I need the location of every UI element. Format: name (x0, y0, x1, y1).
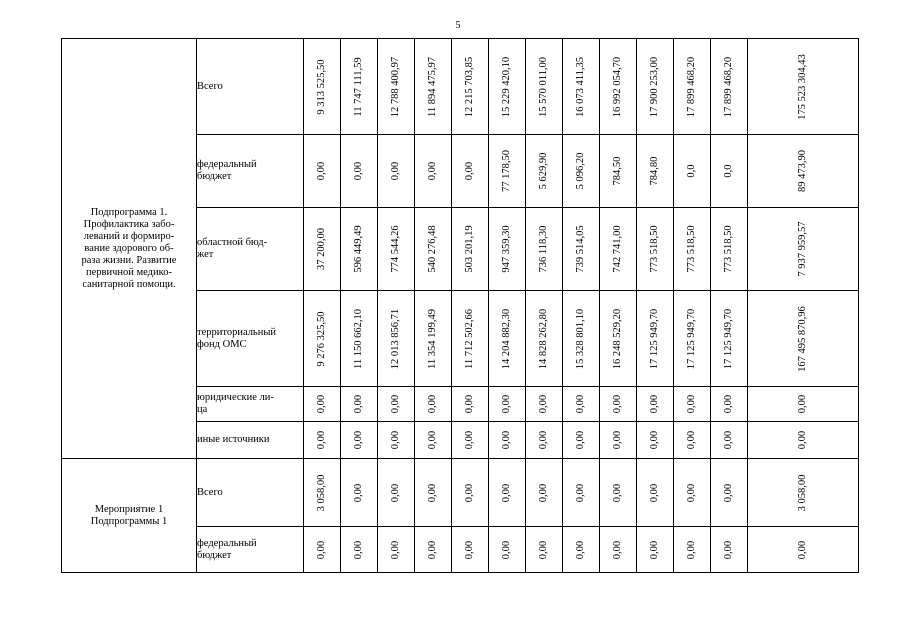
year-value-cell (452, 291, 489, 387)
total-value-cell-text: 167 495 870,96 (797, 305, 808, 372)
year-value-cell-text: 0,00 (427, 430, 438, 450)
year-value-cell-text: 0,0 (723, 164, 734, 178)
total-value-cell (748, 422, 859, 459)
year-value-cell-text: 773 518,50 (649, 225, 660, 273)
year-value-cell (415, 135, 452, 208)
year-value-cell-text: 503 201,19 (464, 225, 475, 273)
funding-source-cell (197, 387, 304, 422)
year-value-cell-text: 0,00 (427, 161, 438, 181)
year-value-cell-text: 17 125 949,70 (686, 308, 697, 369)
year-value-cell-text: 0,00 (538, 430, 549, 450)
funding-source-line: фонд ОМС (197, 338, 247, 350)
year-value-cell-text: 0,00 (316, 161, 327, 181)
year-value-cell-text: 742 741,00 (612, 225, 623, 273)
total-value-cell-text: 3 058,00 (797, 474, 808, 511)
funding-source-line: жет (197, 249, 214, 260)
year-value-cell (563, 291, 600, 387)
year-value-cell (711, 39, 748, 135)
year-value-cell (415, 208, 452, 291)
year-value-cell (637, 135, 674, 208)
year-value-cell (452, 422, 489, 459)
year-value-cell (378, 527, 415, 573)
total-value-cell-text: 0,00 (797, 430, 808, 450)
year-value-cell (563, 208, 600, 291)
year-value-cell-text: 0,00 (612, 483, 623, 502)
funding-source-cell (197, 135, 304, 208)
year-value-cell-text: 784,80 (649, 156, 660, 186)
year-value-cell-text: 0,00 (501, 540, 512, 559)
year-value-cell (674, 39, 711, 135)
year-value-cell (304, 527, 341, 573)
year-value-cell (452, 135, 489, 208)
year-value-cell (304, 208, 341, 291)
year-value-cell (452, 459, 489, 527)
year-value-cell (415, 527, 452, 573)
year-value-cell (637, 387, 674, 422)
year-value-cell (526, 135, 563, 208)
year-value-cell-text: 11 712 502,66 (464, 308, 475, 369)
year-value-cell-text: 0,00 (464, 161, 475, 181)
funding-source-cell (197, 39, 304, 135)
funding-source-cell (197, 459, 304, 527)
program-name-line: леваний и формиро- (83, 230, 175, 242)
year-value-cell (563, 387, 600, 422)
funding-source-line: федеральный (197, 537, 257, 549)
year-value-cell (341, 459, 378, 527)
year-value-cell (415, 422, 452, 459)
year-value-cell (526, 291, 563, 387)
year-value-cell-text: 0,00 (575, 430, 586, 450)
total-value-cell (748, 527, 859, 573)
year-value-cell (674, 422, 711, 459)
year-value-cell-text: 17 900 253,00 (649, 56, 660, 117)
table-row (62, 459, 859, 527)
table-row (62, 39, 859, 135)
year-value-cell (637, 422, 674, 459)
year-value-cell (674, 291, 711, 387)
year-value-cell (711, 208, 748, 291)
year-value-cell-text: 11 354 199,49 (427, 308, 438, 369)
year-value-cell (674, 208, 711, 291)
year-value-cell (452, 527, 489, 573)
year-value-cell (563, 422, 600, 459)
year-value-cell-text: 0,00 (316, 540, 327, 559)
year-value-cell (304, 291, 341, 387)
year-value-cell (637, 291, 674, 387)
year-value-cell (304, 135, 341, 208)
year-value-cell-text: 0,00 (501, 430, 512, 450)
total-value-cell-text: 0,00 (797, 540, 808, 559)
year-value-cell (600, 459, 637, 527)
year-value-cell-text: 16 248 529,20 (612, 308, 623, 369)
year-value-cell-text: 0,00 (686, 394, 697, 414)
year-value-cell-text: 0,00 (575, 540, 586, 559)
year-value-cell (304, 459, 341, 527)
year-value-cell (489, 208, 526, 291)
year-value-cell-text: 12 215 703,85 (464, 56, 475, 117)
funding-source-line: ца (197, 404, 208, 415)
year-value-cell (637, 459, 674, 527)
funding-source-cell (197, 291, 304, 387)
year-value-cell (452, 387, 489, 422)
year-value-cell (637, 527, 674, 573)
year-value-cell (378, 291, 415, 387)
year-value-cell-text: 0,00 (612, 394, 623, 414)
year-value-cell (711, 387, 748, 422)
year-value-cell (600, 387, 637, 422)
year-value-cell-text: 0,00 (464, 483, 475, 502)
year-value-cell-text: 0,0 (686, 164, 697, 178)
year-value-cell-text: 17 125 949,70 (649, 308, 660, 369)
year-value-cell-text: 5 629,90 (538, 152, 549, 190)
year-value-cell (489, 291, 526, 387)
year-value-cell-text: 0,00 (390, 430, 401, 450)
year-value-cell (304, 387, 341, 422)
year-value-cell (378, 422, 415, 459)
year-value-cell (600, 527, 637, 573)
year-value-cell (489, 527, 526, 573)
year-value-cell-text: 15 570 011,00 (538, 56, 549, 117)
page-number: 5 (455, 20, 461, 31)
year-value-cell-text: 0,00 (427, 540, 438, 559)
year-value-cell (674, 527, 711, 573)
year-value-cell-text: 0,00 (353, 161, 364, 181)
funding-source-line: федеральный (197, 159, 257, 170)
year-value-cell-text: 0,00 (649, 540, 660, 559)
year-value-cell (711, 135, 748, 208)
year-value-cell-text: 0,00 (649, 430, 660, 450)
funding-source-cell (197, 208, 304, 291)
program-name-line: Подпрограмма 1. (90, 206, 168, 218)
program-name-line: Мероприятие 1 (94, 503, 164, 515)
year-value-cell (600, 39, 637, 135)
year-value-cell (489, 459, 526, 527)
year-value-cell-text: 0,00 (427, 483, 438, 502)
year-value-cell (563, 527, 600, 573)
year-value-cell-text: 739 514,05 (575, 225, 586, 273)
year-value-cell (563, 459, 600, 527)
program-name-line: первичной медико- (86, 266, 172, 278)
program-name-line: Подпрограммы 1 (90, 515, 168, 527)
funding-source-cell (197, 527, 304, 573)
year-value-cell-text: 11 894 475,97 (427, 56, 438, 117)
year-value-cell-text: 0,00 (612, 430, 623, 450)
year-value-cell-text: 540 276,48 (427, 225, 438, 273)
total-value-cell-text: 175 523 304,43 (797, 53, 808, 120)
year-value-cell (637, 208, 674, 291)
year-value-cell-text: 0,00 (723, 540, 734, 559)
year-value-cell-text: 9 276 325,50 (316, 310, 327, 367)
year-value-cell-text: 0,00 (501, 394, 512, 414)
year-value-cell-text: 0,00 (538, 394, 549, 414)
year-value-cell (600, 135, 637, 208)
year-value-cell (526, 387, 563, 422)
year-value-cell-text: 784,50 (612, 156, 623, 186)
year-value-cell-text: 14 204 882,30 (501, 308, 512, 369)
year-value-cell (341, 422, 378, 459)
total-value-cell (748, 208, 859, 291)
funding-source-line: Всего (197, 80, 223, 92)
year-value-cell-text: 0,00 (575, 394, 586, 414)
year-value-cell (526, 527, 563, 573)
total-value-cell-text: 7 937 959,57 (797, 221, 808, 277)
total-value-cell (748, 291, 859, 387)
year-value-cell (674, 135, 711, 208)
year-value-cell-text: 773 518,50 (723, 225, 734, 273)
year-value-cell-text: 5 096,20 (575, 152, 586, 190)
year-value-cell-text: 14 828 262,80 (538, 308, 549, 369)
year-value-cell-text: 15 229 420,10 (501, 56, 512, 117)
year-value-cell-text: 16 992 054,70 (612, 56, 623, 117)
year-value-cell (674, 459, 711, 527)
year-value-cell (600, 422, 637, 459)
year-value-cell-text: 0,00 (464, 394, 475, 414)
year-value-cell-text: 0,00 (390, 483, 401, 502)
program-name-line: Профилактика забо- (83, 218, 175, 230)
year-value-cell-text: 596 449,49 (353, 225, 364, 273)
year-value-cell-text: 736 118,30 (538, 225, 549, 273)
year-value-cell-text: 12 013 856,71 (390, 308, 401, 369)
year-value-cell-text: 0,00 (390, 540, 401, 559)
year-value-cell (711, 291, 748, 387)
year-value-cell-text: 12 788 400,97 (390, 56, 401, 117)
year-value-cell-text: 9 313 525,50 (316, 58, 327, 115)
year-value-cell-text: 17 899 468,20 (723, 56, 734, 117)
year-value-cell (341, 39, 378, 135)
funding-source-line: юридические ли- (197, 392, 274, 403)
year-value-cell-text: 16 073 411,35 (575, 56, 586, 117)
funding-source-line: иные источники (197, 434, 270, 445)
year-value-cell-text: 77 178,50 (501, 150, 512, 192)
year-value-cell (489, 135, 526, 208)
year-value-cell-text: 0,00 (427, 394, 438, 414)
year-value-cell-text: 0,00 (390, 394, 401, 414)
year-value-cell-text: 774 544,26 (390, 225, 401, 273)
year-value-cell-text: 11 747 111,59 (353, 56, 364, 117)
year-value-cell-text: 0,00 (353, 483, 364, 502)
year-value-cell-text: 0,00 (538, 540, 549, 559)
year-value-cell-text: 0,00 (353, 540, 364, 559)
year-value-cell-text: 0,00 (649, 394, 660, 414)
funding-source-line: бюджет (197, 549, 232, 561)
funding-source-line: территориальный (197, 326, 277, 338)
year-value-cell (341, 387, 378, 422)
year-value-cell (563, 135, 600, 208)
program-name-line: санитарной помощи. (82, 278, 176, 290)
year-value-cell (489, 387, 526, 422)
year-value-cell-text: 3 058,00 (316, 474, 327, 511)
year-value-cell (489, 39, 526, 135)
year-value-cell-text: 0,00 (538, 483, 549, 502)
year-value-cell (674, 387, 711, 422)
year-value-cell (341, 208, 378, 291)
total-value-cell-text: 0,00 (797, 394, 808, 414)
program-name-line: вание здорового об- (84, 242, 174, 254)
year-value-cell (711, 459, 748, 527)
year-value-cell (415, 387, 452, 422)
year-value-cell (563, 39, 600, 135)
funding-source-line: областной бюд- (197, 237, 268, 248)
year-value-cell-text: 0,00 (316, 394, 327, 414)
year-value-cell (378, 135, 415, 208)
year-value-cell (378, 208, 415, 291)
year-value-cell (341, 135, 378, 208)
year-value-cell-text: 0,00 (575, 483, 586, 502)
program-name-line: раза жизни. Развитие (81, 254, 177, 266)
year-value-cell (452, 39, 489, 135)
year-value-cell-text: 11 150 662,10 (353, 308, 364, 369)
total-value-cell-text: 89 473,90 (797, 150, 808, 192)
year-value-cell (304, 39, 341, 135)
year-value-cell (341, 291, 378, 387)
year-value-cell-text: 0,00 (686, 483, 697, 502)
total-value-cell (748, 387, 859, 422)
year-value-cell (378, 39, 415, 135)
total-value-cell (748, 135, 859, 208)
year-value-cell-text: 947 359,30 (501, 225, 512, 273)
year-value-cell (600, 291, 637, 387)
year-value-cell-text: 0,00 (649, 483, 660, 502)
year-value-cell (711, 527, 748, 573)
program-name-cell (62, 459, 197, 573)
year-value-cell-text: 0,00 (464, 540, 475, 559)
year-value-cell-text: 0,00 (723, 483, 734, 502)
funding-source-cell (197, 422, 304, 459)
year-value-cell-text: 0,00 (612, 540, 623, 559)
year-value-cell (489, 422, 526, 459)
year-value-cell-text: 15 328 801,10 (575, 308, 586, 369)
year-value-cell-text: 0,00 (723, 430, 734, 450)
year-value-cell (452, 208, 489, 291)
year-value-cell (304, 422, 341, 459)
year-value-cell-text: 0,00 (353, 394, 364, 414)
year-value-cell-text: 0,00 (353, 430, 364, 450)
year-value-cell-text: 0,00 (723, 394, 734, 414)
total-value-cell (748, 39, 859, 135)
year-value-cell (637, 39, 674, 135)
year-value-cell (341, 527, 378, 573)
year-value-cell-text: 17 125 949,70 (723, 308, 734, 369)
year-value-cell-text: 37 200,00 (316, 228, 327, 270)
year-value-cell-text: 773 518,50 (686, 225, 697, 273)
year-value-cell (526, 208, 563, 291)
year-value-cell (526, 422, 563, 459)
year-value-cell (378, 459, 415, 527)
year-value-cell (415, 39, 452, 135)
year-value-cell-text: 0,00 (501, 483, 512, 502)
year-value-cell (600, 208, 637, 291)
funding-source-line: бюджет (197, 171, 232, 182)
year-value-cell-text: 0,00 (464, 430, 475, 450)
funding-source-line: Всего (197, 486, 223, 498)
year-value-cell-text: 0,00 (686, 540, 697, 559)
year-value-cell (415, 459, 452, 527)
year-value-cell (526, 39, 563, 135)
year-value-cell-text: 0,00 (686, 430, 697, 450)
year-value-cell-text: 0,00 (390, 161, 401, 181)
year-value-cell (378, 387, 415, 422)
year-value-cell (526, 459, 563, 527)
year-value-cell (415, 291, 452, 387)
year-value-cell (711, 422, 748, 459)
program-name-cell (62, 39, 197, 459)
total-value-cell (748, 459, 859, 527)
year-value-cell-text: 17 899 468,20 (686, 56, 697, 117)
budget-table (61, 38, 859, 573)
year-value-cell-text: 0,00 (316, 430, 327, 450)
